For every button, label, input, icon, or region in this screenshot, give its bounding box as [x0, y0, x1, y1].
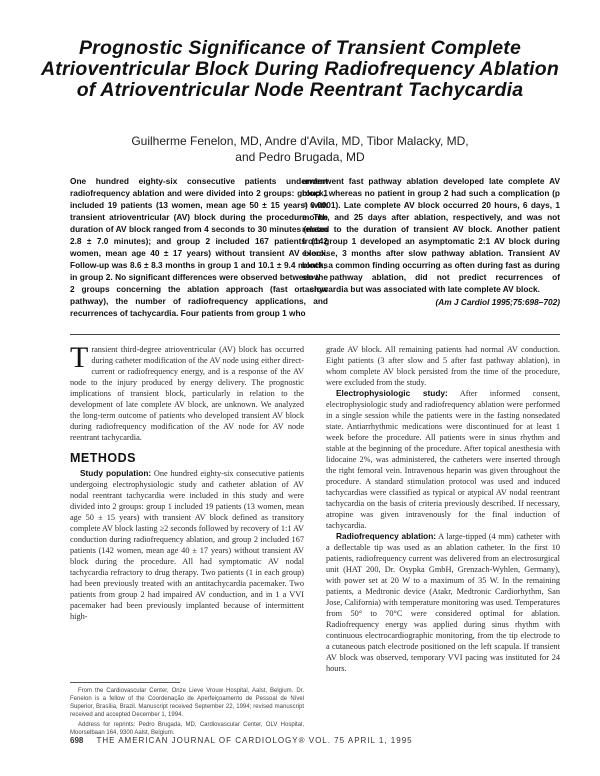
- journal-citation: (Am J Cardiol 1995;75:698–702): [435, 297, 560, 307]
- drop-cap: T: [70, 344, 89, 374]
- continued-paragraph: grade AV block. All remaining patients had normal AV conduction. Eight patients (3 after slow and 5 after fast pathway ablation), in whom complete AV block persisted from the time of the procedure, were excluded from the study.: [326, 345, 560, 387]
- page-footer: [70, 736, 560, 745]
- article-title: Prognostic Significance of Transient Complete Atrioventricular Block During Radiofrequency Ablation of Atrioventricular Node Reentrant Tachycardia: [40, 37, 560, 101]
- authors-line-2: and Pedro Brugada, MD: [235, 150, 365, 164]
- intro-paragraph: [70, 344, 304, 443]
- intro-text: ransient third-degree atrioventricular (AV) block has occurred during catheter modification of the AV node using either direct-current or radiofrequency energy, and is a response of the AV node to the injury produced by energy delivery. The prognostic implications of transient block, particularly in relation to the development of late complete AV block, are unknown. We analyzed the long-term outcome of patients who developed transient AV block during radiofrequency modification of the AV node for AV node reentrant tachycardia.: [70, 345, 304, 442]
- rf-ablation-text: A large-tipped (4 mm) catheter with a deflectable tip was used as an ablation catheter. In the first 10 patients, radiofrequency current was delivered from an electrosurgical unit (HAT 200, Dr. Osypka GmbH, Grenzach-Wyhlen, Germany), with power set at 20 W to a maximum of 35 W. In the remaining patients, a Medtronic device (Atakr, Medtronic Cardiorhythm, San Jose, California) with temperature monitoring was used. Temperatures from 50° to 70°C were considered optimal for ablation. Radiofrequency energy was applied during sinus rhythm with continuous electrocardiographic monitoring, from the tip electrode to a cutaneous patch electrode positioned on the left scapula. If transient AV block was observed, temporary VVI pacing was instituted for 24 hours.: [326, 532, 560, 673]
- body-right-column: [326, 344, 560, 744]
- rf-ablation-label: Radiofrequency ablation:: [336, 531, 437, 541]
- ep-study-text: After informed consent, electrophysiologic study and radiofrequency ablation were performed in a single session while the patients were in the fasting nonsedated state. Antiarrhythmic medications were discontinued for at least 1 week before the procedure. All patients were in sinus rhythm and stable at the beginning of the procedure. After topical anesthesia with lidocaine 2%, was administered, the catheters were inserted through the right femoral vein. Intravenous heparin was given throughout the procedure. A standard stimulation protocol was used and induced tachycardias were classified as typical or atypical AV nodal reentrant tachycardia on the basis of criteria previously described. If necessary, atropine was given intravenously for the final induction of tachycardia.: [326, 389, 560, 530]
- study-population-label: Study population:: [80, 468, 152, 478]
- abstract-text-right: underwent fast pathway ablation developed late complete AV block, whereas no patient in group 2 had such a complication (p = 0.0001). Late complete AV block occurred 20 hours, 6 days, 1 month, and 25 days after ablation, respectively, and was not related to the duration of transient AV block. Another patient from group 1 developed an asymptomatic 2:1 AV block during exercise, 3 months after slow pathway ablation. Transient AV block, a common finding occurring as often during fast as during slow pathway ablation, did not predict recurrences of tachycardia but was associated with late complete AV block.: [302, 176, 560, 294]
- journal-footer: THE AMERICAN JOURNAL OF CARDIOLOGY® VOL. 75 APRIL 1, 1995: [96, 736, 413, 745]
- study-population-paragraph: [70, 468, 304, 622]
- footnote-divider: [70, 682, 180, 683]
- body-left-column: [70, 344, 304, 744]
- abstract-right-column: [302, 175, 560, 308]
- footnote-affiliation: From the Cardiovascular Center, Onze Lieve Vrouw Hospital, Aalst, Belgium. Dr. Fenelon is a fellow of the Coordenação de Aperfeiçoamento de Pessoal de Nível Superior, Brasília, Brazil. Manuscript received September 22, 1994; revised manuscript received and accepted December 1, 1994.: [70, 688, 304, 718]
- rf-ablation-paragraph: [326, 531, 560, 674]
- abstract-text-left: One hundred eighty-six consecutive patients underwent radiofrequency ablation and were divided into 2 groups: group 1 included 19 patients (13 women, mean age 50 ± 15 years) with transient atrioventricular (AV) block during the procedure. The duration of AV block ranged from 4 seconds to 30 minutes (mean 2.8 ± 7.0 minutes); and group 2 included 167 patients (142 women, mean age 40 ± 17 years) without transient AV block. Follow-up was 8.6 ± 8.3 months in group 1 and 10.1 ± 9.4 months in group 2. No significant differences were observed between the 2 groups concerning the ablation approach (fast or slow pathway), the number of radiofrequency applications, and recurrences of tachycardia. Four patients from group 1 who: [70, 176, 328, 318]
- abstract-divider: [70, 334, 560, 335]
- abstract-left-column: [70, 175, 328, 319]
- footnote-reprints: Address for reprints: Pedro Brugada, MD, Cardiovascular Center, OLV Hospital, Moorselbaan 164, 9300 Aalst, Belgium.: [70, 722, 304, 736]
- footnotes: [70, 687, 304, 739]
- methods-heading: METHODS: [70, 451, 136, 465]
- ep-study-label: Electrophysiologic study:: [336, 388, 448, 398]
- authors-line-1: Guilherme Fenelon, MD, Andre d'Avila, MD, Tibor Malacky, MD,: [131, 134, 469, 148]
- ep-study-paragraph: [326, 388, 560, 531]
- author-list: [80, 133, 520, 165]
- page-number: 698: [70, 736, 84, 745]
- study-population-text: One hundred eighty-six consecutive patients undergoing electrophysiologic study and catheter ablation of AV nodal reentrant tachycardia were included in this study and were divided into 2 groups: group 1 included 19 patients (13 women, mean age 50 ± 15 years) with transient AV block defined as transitory complete AV block lasting ≥2 seconds followed by recovery of 1:1 AV conduction during radiofrequency ablation, and group 2 included 167 patients (142 women, mean age 40 ± 17 years) without transient AV block during the procedure. All had symptomatic AV nodal tachycardia refractory to drug therapy. Two patients (1 in each group) had been previously treated with an antitachycardia pacemaker. Two patients from group 2 had impaired AV conduction, and in 1 a VVI pacemaker had been previously implanted because of intermittent high-: [70, 469, 304, 621]
